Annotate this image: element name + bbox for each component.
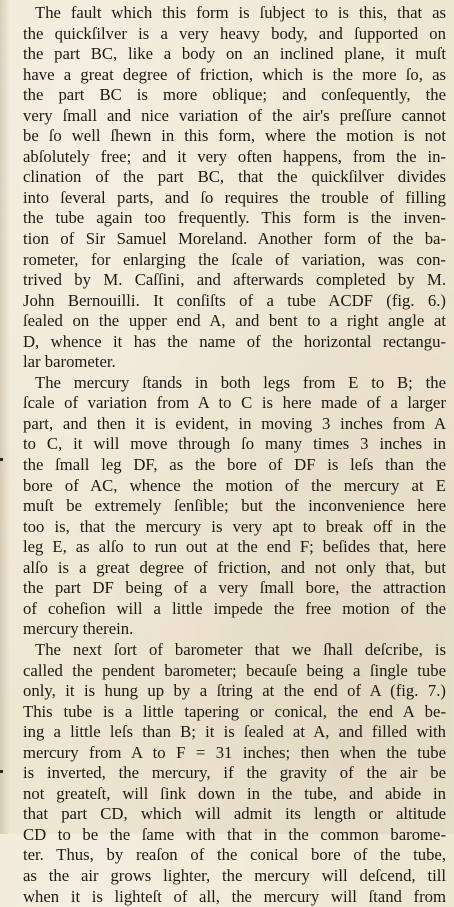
text-line: alſo is a great degree of friction, and not only that, but xyxy=(23,557,446,577)
text-line: the part DF being of a very ſmall bore, the attraction xyxy=(23,578,446,598)
text-line: as the air grows lighter, the mercury will deſcend, till xyxy=(23,865,446,885)
text-line: the ſmall leg DF, as the bore of DF is leſs than the xyxy=(23,455,446,475)
text-line: that part CD, which will admit its length or altitude xyxy=(23,804,446,824)
text-line: leg E, as alſo to run out at the end F; beſides that, here xyxy=(23,537,446,557)
text-line: mercury therein. xyxy=(23,619,134,639)
text-line: not greateſt, will ſink down in the tube, and abide in xyxy=(23,783,446,803)
text-line: abſolutely free; and it very often happens, from the in- xyxy=(23,146,446,166)
text-line: John Bernouilli. It conſiſts of a tube ACDF (fig. 6.) xyxy=(23,290,446,310)
paragraph-pendent-barometer xyxy=(23,640,446,907)
text-line: D, whence it has the name of the horizontal rectangu- xyxy=(23,331,446,351)
text-line: lar barometer. xyxy=(23,352,116,372)
paragraph-mercury-legs xyxy=(23,373,446,640)
text-line: ſcale of variation from A to C is here made of a larger xyxy=(23,393,446,413)
text-line: is inverted, the mercury, if the gravity of the air be xyxy=(23,763,446,783)
text-line: The mercury ſtands in both legs from E to B; the xyxy=(35,372,446,392)
text-line: mercury from A to F = 31 inches; then when the tube xyxy=(23,742,446,762)
text-line: to C, it will move through ſo many times 3 inches in xyxy=(23,434,446,454)
text-line: tion of Sir Samuel Moreland. Another form of the ba- xyxy=(23,229,446,249)
text-line: clination of the part BC, that the quickſilver divides xyxy=(23,167,446,187)
text-line: of coheſion will a little impede the free motion of the xyxy=(23,598,446,618)
text-line: very ſmall and nice variation of the air's preſſure cannot xyxy=(23,105,446,125)
text-line: too is, that the mercury is very apt to break off in the xyxy=(23,516,446,536)
text-line: muſt be extremely ſenſible; but the inconvenience here xyxy=(23,496,446,516)
text-line: This tube is a little tapering or conical, the end A be- xyxy=(23,701,446,721)
text-line: bore of AC, whence the motion of the mercury at E xyxy=(23,475,446,495)
margin-mark xyxy=(0,770,3,773)
text-line: rometer, for enlarging the ſcale of variation, was con- xyxy=(23,249,446,269)
text-line: the quickſilver is a very heavy body, and ſupported on xyxy=(23,23,446,43)
text-line: only, it is hung up by a ſtring at the end of A (fig. 7.) xyxy=(23,681,446,701)
text-line: CD to be the ſame with that in the common barome- xyxy=(23,824,446,844)
text-line: ter. Thus, by reaſon of the conical bore of the tube, xyxy=(23,845,446,865)
text-line: ing a little leſs than B; it is ſealed at A, and filled with xyxy=(23,722,446,742)
text-line: be ſo well ſhewn in this form, where the motion is not xyxy=(23,126,446,146)
text-line: when it is lighteſt of all, the mercury will ſtand from xyxy=(23,886,446,906)
text-line: trived by M. Caſſini, and afterwards completed by M. xyxy=(23,270,446,290)
paragraph-horizontal-barometer xyxy=(23,3,446,373)
text-line: ſealed on the upper end A, and bent to a right angle at xyxy=(23,311,446,331)
text-line: into ſeveral parts, and ſo requires the trouble of filling xyxy=(23,187,446,207)
text-line: called the pendent barometer; becauſe being a ſingle tube xyxy=(23,660,446,680)
text-line: part, and then it is evident, in moving 3 inches from A xyxy=(23,413,446,433)
text-line: the part BC is more oblique; and conſequently, the xyxy=(23,85,446,105)
text-line: The fault which this form is ſubject to is this, that as xyxy=(35,3,446,22)
margin-mark xyxy=(0,458,3,461)
text-line: the part BC, like a body on an inclined plane, it muſt xyxy=(23,44,446,64)
text-line: the tube again too frequently. This form is the inven- xyxy=(23,208,446,228)
text-line: have a great degree of friction, which is the more ſo, as xyxy=(23,64,446,84)
text-line: The next ſort of barometer that we ſhall deſcribe, is xyxy=(35,639,446,659)
